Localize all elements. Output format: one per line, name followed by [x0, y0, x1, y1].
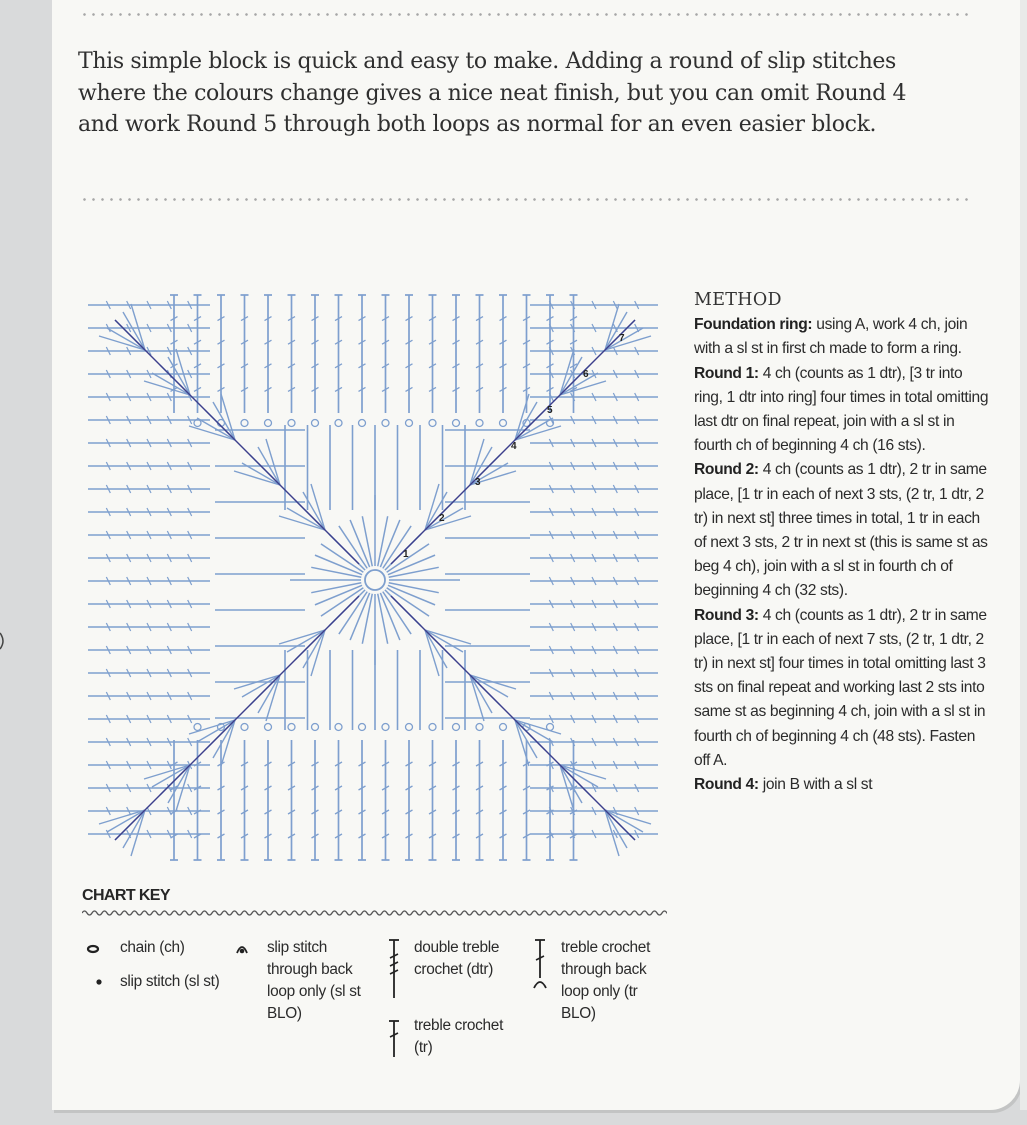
chain-symbol-icon: [86, 944, 100, 954]
round-number-label: 5: [547, 405, 553, 416]
double-treble-stitch: [115, 596, 359, 840]
dotted-divider-top: [80, 13, 970, 16]
treble-stitch: [389, 583, 439, 593]
round-number-label: 1: [403, 549, 409, 560]
treble-blo-symbol-icon: [532, 938, 548, 990]
round-number-label: 6: [583, 369, 589, 380]
intro-paragraph: This simple block is quick and easy to make. Adding a round of slip stitches where the colours change gives a nice neat finish, but you can omit Round 4 and work Round 5 through both loops as normal for an even easier block.: [78, 49, 907, 137]
treble-stitch: [378, 516, 388, 566]
chain-stitch: [476, 724, 483, 731]
chain-stitch: [265, 724, 272, 731]
chain-stitch: [429, 724, 436, 731]
chain-stitch: [476, 420, 483, 427]
chain-stitch: [453, 724, 460, 731]
treble-stitch: [388, 585, 435, 605]
foundation-ring: [365, 570, 385, 590]
method-step-label: Round 2:: [694, 461, 759, 479]
treble-stitch: [311, 567, 361, 577]
chain-stitch: [382, 724, 389, 731]
method-step-text: 4 ch (counts as 1 dtr), 2 tr in same place, [1 tr in each of next 7 sts, (2 tr, 1 dtr, 2 tr) in next st] four times in total omitting last 3 sts on final repeat and working last 2 sts into same st as beginning 4 ch, join with a sl st in fourth ch of beginning 4 ch (48 sts). Fasten off A.: [694, 606, 987, 769]
chain-stitch: [288, 724, 295, 731]
crochet-chart: [80, 285, 670, 875]
key-treble-label: treble crochet (tr): [414, 1017, 504, 1056]
method-round-4: [694, 773, 994, 797]
round-number-label: 3: [475, 477, 481, 488]
wavy-divider: [82, 908, 667, 918]
double-treble-stitch: [391, 596, 635, 840]
treble-stitch: [380, 520, 400, 567]
chain-stitch: [359, 724, 366, 731]
chain-stitch: [406, 724, 413, 731]
chain-stitch: [453, 420, 460, 427]
treble-stitch: [380, 593, 400, 640]
slip-stitch-symbol-icon: [95, 978, 103, 986]
chain-stitch: [500, 724, 507, 731]
treble-stitch: [362, 594, 372, 644]
chain-stitch: [500, 420, 507, 427]
treble-symbol-icon: [387, 1019, 401, 1059]
chain-stitch: [312, 724, 319, 731]
treble-stitch: [350, 593, 370, 640]
method-title: METHOD: [694, 290, 782, 310]
key-slip-stitch-blo-label: slip stitch through back loop only (sl st BLO): [267, 939, 361, 1022]
treble-stitch: [315, 555, 362, 575]
key-double-treble-label: double treble crochet (dtr): [414, 939, 500, 978]
method-step-text: 4 ch (counts as 1 dtr), [3 tr into ring, 1 dtr into ring] four times in total omitting last dtr on final repeat, join with a sl st in fourth ch of beginning 4 ch (16 sts).: [694, 364, 989, 455]
treble-stitch: [350, 520, 370, 567]
chain-stitch: [382, 420, 389, 427]
treble-stitch: [311, 583, 361, 593]
treble-stitch: [388, 555, 435, 575]
chain-stitch: [429, 420, 436, 427]
treble-stitch: [389, 567, 439, 577]
method-step-text: 4 ch (counts as 1 dtr), 2 tr in same place, [1 tr in each of next 3 sts, (2 tr, 1 dtr, 2 tr) in next st] three times in total, 1 tr in each of next 3 sts, 2 tr in next st (this is same st as beg 4 ch), join with a sl st in fourth ch of beginning 4 ch (32 sts).: [694, 461, 988, 600]
key-slip-stitch-label: slip stitch (sl st): [120, 973, 220, 990]
chain-stitch: [335, 724, 342, 731]
method-step-label: Foundation ring:: [694, 316, 813, 334]
method-round-2: [694, 458, 994, 603]
key-treble-blo-label: treble crochet through back loop only (tr BLO): [561, 939, 651, 1022]
treble-stitch: [315, 585, 362, 605]
round-number-label: 7: [619, 333, 625, 344]
chain-stitch: [241, 724, 248, 731]
chain-stitch: [265, 420, 272, 427]
page-edge-mark: [0, 632, 6, 650]
method-round-3: [694, 604, 994, 773]
treble-stitch: [362, 516, 372, 566]
chain-stitch: [312, 420, 319, 427]
method-foundation-ring: [694, 313, 994, 361]
chain-stitch: [194, 724, 201, 731]
method-step-label: Round 3:: [694, 606, 759, 624]
page-edge-shadow: [1020, 0, 1027, 1110]
method-step-text: using A, work 4 ch, join with a sl st in first ch made to form a ring.: [694, 316, 968, 358]
slip-stitch-blo-symbol-icon: [234, 938, 250, 956]
method-step-label: Round 4:: [694, 776, 759, 794]
chain-stitch: [241, 420, 248, 427]
method-step-label: Round 1:: [694, 364, 759, 382]
round-number-label: 4: [511, 441, 517, 452]
round-number-label: 2: [439, 513, 445, 524]
chain-stitch: [406, 420, 413, 427]
chart-key-title: CHART KEY: [82, 887, 170, 904]
treble-stitch: [378, 594, 388, 644]
chain-stitch: [335, 420, 342, 427]
chain-stitch: [288, 420, 295, 427]
key-chain-label: chain (ch): [120, 939, 185, 956]
double-treble-stitch: [115, 320, 359, 564]
dotted-divider-bottom: [80, 198, 970, 201]
double-treble-symbol-icon: [387, 938, 401, 1000]
method-section: [694, 288, 994, 797]
chain-stitch: [359, 420, 366, 427]
method-round-1: [694, 362, 994, 459]
method-step-text: join B with a sl st: [758, 776, 873, 794]
